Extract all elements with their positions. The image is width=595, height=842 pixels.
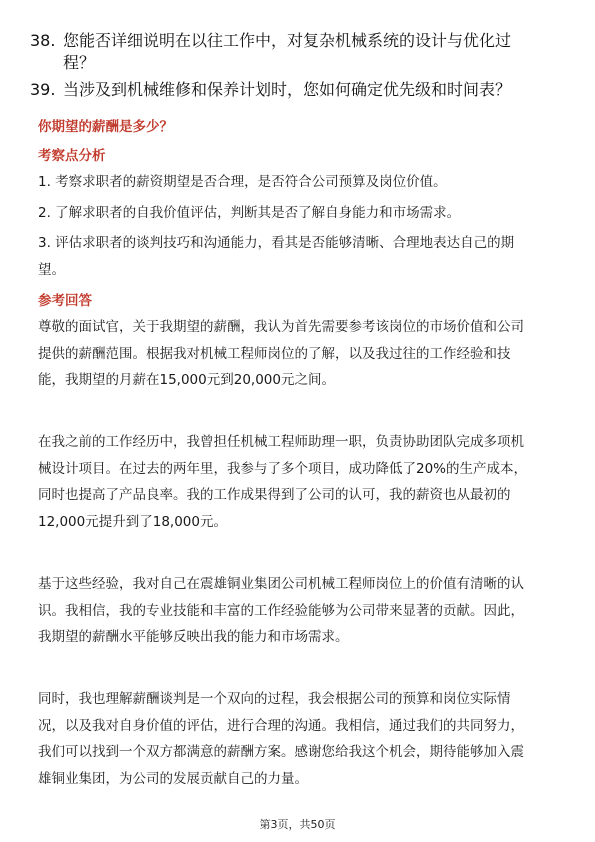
question-number: 39. <box>30 80 56 99</box>
question-text: 您能否详细说明在以往工作中，对复杂机械系统的设计与优化过 <box>63 31 512 50</box>
answer-line: 12,000元提升到了18,000元。 <box>38 513 227 530</box>
answer-paragraph <box>38 688 560 790</box>
analysis-point: 1. 考察求职者的薪资期望是否合理，是否符合公司预算及岗位价值。 <box>38 174 447 190</box>
answer-line: 雄铜业集团，为公司的发展贡献自己的力量。 <box>38 770 308 787</box>
analysis-heading: 考察点分析 <box>38 148 106 164</box>
answer-paragraph <box>38 573 560 649</box>
answer-line: 械设计项目。在过去的两年里，我参与了多个项目，成功降低了20%的生产成本， <box>38 460 528 477</box>
answer-line: 在我之前的工作经历中，我曾担任机械工程师助理一职，负责协助团队完成多项机 <box>38 434 524 450</box>
answer-line: 同时也提高了产品良率。我的工作成果得到了公司的认可，我的薪资也从最初的 <box>38 487 511 503</box>
page-number: 第3页，共50页 <box>259 818 336 831</box>
answer-line: 我们可以找到一个双方都满意的薪酬方案。感谢您给我这个机会，期待能够加入震 <box>38 744 524 760</box>
question-38 <box>30 30 570 74</box>
answer-heading: 参考回答 <box>38 293 92 309</box>
analysis-list <box>38 171 560 281</box>
question-text-continuation: 程？ <box>63 53 96 72</box>
answer-line: 同时，我也理解薪酬谈判是一个双向的过程，我会根据公司的预算和岗位实际情 <box>38 691 511 707</box>
analysis-point-continuation: 望。 <box>38 261 65 278</box>
answer-line: 况，以及我对自身价值的评估，进行合理的沟通。我相信，通过我们的共同努力， <box>38 717 524 734</box>
question-39 <box>30 79 570 101</box>
answer-line: 尊敬的面试官，关于我期望的薪酬，我认为首先需要参考该岗位的市场价值和公司 <box>38 319 524 335</box>
analysis-point: 3. 评估求职者的谈判技巧和沟通能力，看其是否能够清晰、合理地表达自己的期 <box>38 235 515 251</box>
question-text: 当涉及到机械维修和保养计划时，您如何确定优先级和时间表？ <box>63 80 512 99</box>
question-number: 38. <box>30 31 56 50</box>
analysis-point: 2. 了解求职者的自我价值评估，判断其是否了解自身能力和市场需求。 <box>38 204 461 221</box>
answer-line: 我期望的薪酬水平能够反映出我的能力和市场需求。 <box>38 629 349 645</box>
answer-paragraph <box>38 316 560 392</box>
answer-paragraph <box>38 431 560 533</box>
answer-line: 提供的薪酬范围。根据我对机械工程师岗位的了解，以及我过往的工作经验和技 <box>38 345 511 362</box>
answer-line: 能，我期望的月薪在15,000元到20,000元之间。 <box>38 372 335 388</box>
question-heading: 你期望的薪酬是多少？ <box>38 119 173 135</box>
answer-line: 基于这些经验，我对自己在震雄铜业集团公司机械工程师岗位上的价值有清晰的认 <box>38 576 524 592</box>
answer-line: 识。我相信，我的专业技能和丰富的工作经验能够为公司带来显著的贡献。因此， <box>38 602 524 619</box>
